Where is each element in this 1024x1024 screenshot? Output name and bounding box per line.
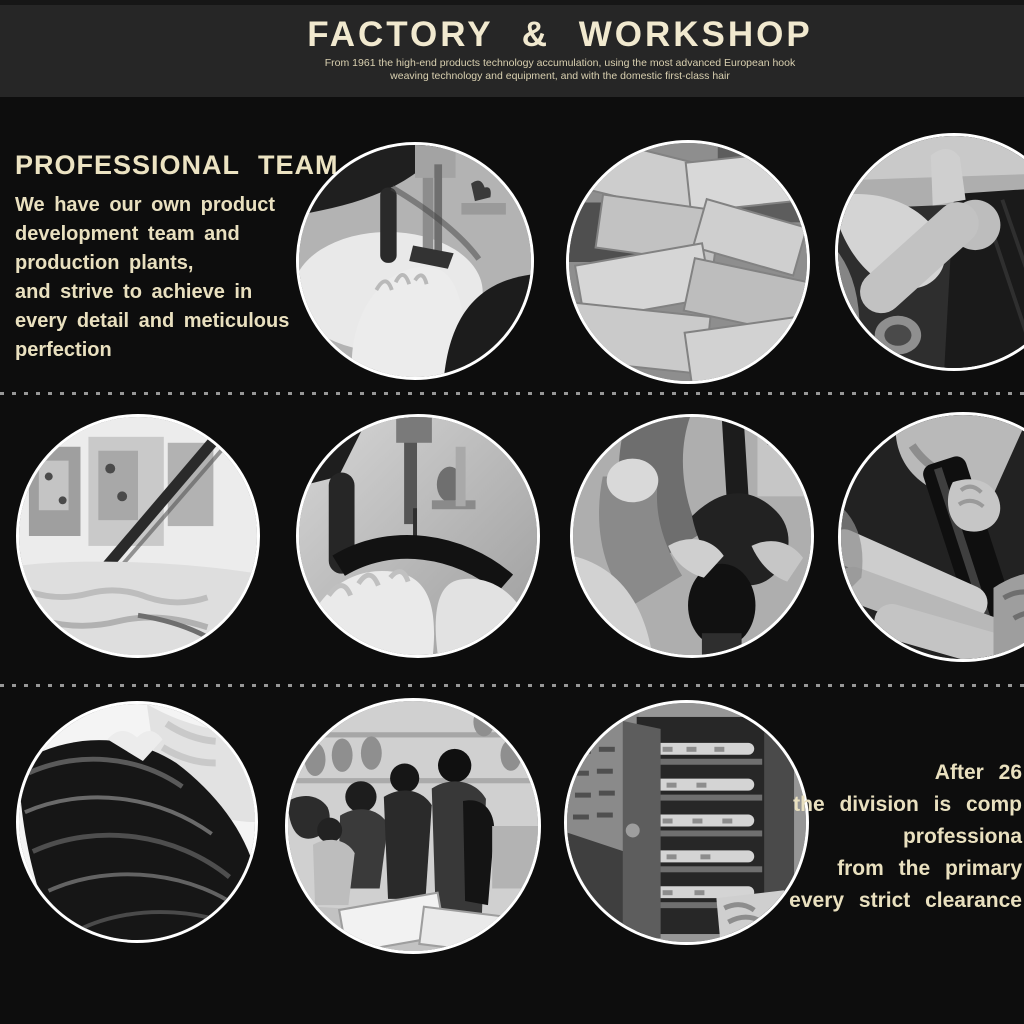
header-subtitle <box>325 57 795 82</box>
team-line: production plants, <box>15 252 194 274</box>
team-line: perfection <box>15 339 112 361</box>
photo-art <box>288 701 538 951</box>
after-line: from the primary <box>837 857 1022 880</box>
photo-art <box>19 704 255 940</box>
header-subtitle-line1: From 1961 the high-end products technology accumulation, using the most advanced European hook <box>324 57 796 69</box>
photo-art <box>19 417 257 655</box>
photo-hair-strands-combing <box>16 701 258 943</box>
photo-art <box>569 143 807 381</box>
team-line: and strive to achieve in <box>15 281 253 303</box>
photo-art <box>299 145 531 377</box>
photo-worker-at-machine <box>570 414 814 658</box>
after-line: After 26 <box>934 761 1022 784</box>
team-line: development team and <box>15 223 240 245</box>
photo-weft-sewing-machines <box>16 414 260 658</box>
dashed-divider-top <box>0 392 1024 395</box>
photo-hair-tube-rolling <box>835 133 1024 371</box>
photo-stacked-packaging-boxes <box>566 140 810 384</box>
after-line: every strict clearance <box>789 889 1022 912</box>
header-subtitle-line2: weaving technology and equipment, and with the domestic first-class hair <box>390 69 730 82</box>
photo-art <box>838 136 1024 368</box>
team-line: every detail and meticulous <box>15 310 290 332</box>
photo-art <box>299 417 537 655</box>
photo-workshop-team <box>285 698 541 954</box>
photo-needle-hand-detail <box>296 414 540 658</box>
after-line: the division is comp <box>793 793 1022 816</box>
professional-team-heading: PROFESSIONAL TEAM <box>15 150 339 180</box>
after-line: professiona <box>902 825 1022 848</box>
after-years-paragraph <box>704 757 1024 917</box>
page-title: FACTORY & WORKSHOP <box>307 15 813 54</box>
professional-team-paragraph <box>15 191 289 365</box>
photo-art <box>841 415 1024 659</box>
photo-roller-winding <box>838 412 1024 662</box>
team-line: We have our own product <box>15 194 276 216</box>
photo-art <box>573 417 811 655</box>
dashed-divider-bottom <box>0 684 1024 687</box>
photo-sewing-machine-closeup <box>296 142 534 380</box>
